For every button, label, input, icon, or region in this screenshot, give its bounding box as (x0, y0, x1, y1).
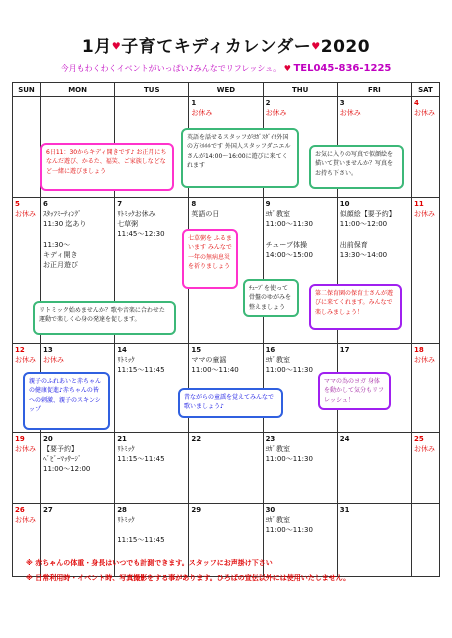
event-line: 11:30～ (43, 240, 71, 249)
day-cell (412, 433, 440, 504)
event-line: お休み (15, 356, 36, 365)
day-number: 25 (414, 435, 424, 443)
event-line: お休み (191, 109, 213, 118)
day-number: 30 (265, 506, 276, 514)
event-line: 英語の日 (191, 210, 220, 219)
event-line: お休み (414, 210, 435, 219)
day-number: 9 (265, 200, 271, 208)
event-line: 11:00～11:30 (265, 366, 313, 375)
day-number: 29 (191, 506, 202, 514)
event-line: お休み (414, 445, 435, 454)
event-line: お休み (15, 516, 36, 525)
title-year: 2020 (320, 37, 371, 57)
event-line: 11:30 迄あり (43, 220, 87, 229)
event-line: ﾖｶﾞ教室 (265, 516, 291, 525)
bubble-children-songs: 昔ながらの童謡を覚えてみんなで歌いましょう♪ (178, 388, 283, 418)
event-line (266, 229, 335, 239)
day-number: 17 (339, 346, 350, 354)
title-month: 1月 (81, 37, 112, 57)
event-line (43, 229, 112, 239)
weekday-fri: FRI (337, 83, 411, 97)
day-cell (189, 433, 263, 504)
note-mark-icon: ※ (26, 559, 33, 567)
event-line: 11:15～11:45 (117, 536, 165, 545)
event-line: 11:00～11:30 (265, 526, 313, 535)
bubble-mama-yoga: ママの為のヨガ 身体を動かして気分もリフレッシュ！ (318, 372, 391, 410)
event-line: お休み (414, 109, 435, 118)
day-number: 23 (265, 435, 276, 443)
footer-note-1 (26, 558, 436, 569)
phone-number: TEL045-836-1225 (293, 63, 392, 74)
bubble-baby-massage: 親子のふれあいと赤ちゃんの健康促進♪赤ちゃんの皆への刺激、親子のスキンシップ (23, 372, 110, 430)
bubble-rhythmic: リトミック始めませんか？歌や音楽に合わせた運動で楽しく心身の発達を促します。 (33, 301, 176, 335)
day-number: 14 (117, 346, 127, 354)
event-line: ママの童謡 (191, 356, 227, 365)
day-number: 20 (43, 435, 53, 443)
weekday-wed: WED (189, 83, 263, 97)
event-line: お休み (15, 210, 36, 219)
day-number: 2 (265, 99, 271, 107)
heart-icon: ♥ (311, 41, 321, 53)
day-number: 26 (15, 506, 25, 514)
day-number: 27 (43, 506, 53, 514)
event-line: ﾖｶﾞ教室 (265, 445, 291, 454)
heart-icon: ♥ (111, 41, 122, 53)
day-number: 28 (117, 506, 127, 514)
day-cell (115, 344, 189, 433)
footer-note-2 (26, 573, 436, 584)
event-line: 11:15～11:45 (117, 366, 165, 375)
day-number: 16 (265, 346, 276, 354)
event-line: ﾘﾄﾐｯｸ (117, 516, 135, 525)
event-line: ﾘﾄﾐｯｸ (117, 356, 135, 365)
day-cell (412, 198, 440, 344)
event-line: ﾖｶﾞ教室 (265, 210, 291, 219)
weekday-header-row (13, 83, 440, 97)
day-number: 4 (414, 99, 419, 107)
heart-icon: ♥ (283, 64, 291, 73)
day-cell (263, 433, 337, 504)
bubble-tube-exercise: ﾁｭｰﾌﾞを使って骨盤のゆがみを整えましょう (243, 279, 299, 317)
event-line: 14:00～15:00 (265, 250, 313, 259)
day-number: 6 (43, 200, 48, 208)
day-number: 22 (191, 435, 202, 443)
subtitle (0, 63, 452, 74)
day-cell (13, 97, 41, 198)
day-number: 13 (43, 346, 53, 354)
day-number: 21 (117, 435, 127, 443)
day-number: 10 (339, 200, 350, 208)
event-line (117, 525, 186, 535)
footer-note-1-text: 赤ちゃんの体重・身長はいつでも計測できます。スタッフにお声掛け下さい (35, 559, 273, 567)
event-line: 七草粥 (117, 220, 139, 229)
day-number: 31 (339, 506, 350, 514)
footer-note-2-text: 日常利用時・イベント時、写真撮影をする事があります。ひろばの宣伝以外には使用いたしません。 (35, 574, 351, 582)
day-cell (412, 344, 440, 433)
day-number: 18 (414, 346, 424, 354)
event-line: 11:00～11:40 (191, 366, 239, 375)
event-line: 11:15～11:45 (117, 455, 165, 464)
event-line: 【要予約】 (43, 445, 78, 454)
event-line: 11:45～12:30 (117, 230, 165, 239)
event-line: 11:00～11:30 (265, 220, 313, 229)
event-line: ﾘﾄﾐｯｸ (117, 445, 135, 454)
bubble-kiddie-opening: 6日11：30からキディ開きです♪ お正月にちなんだ遊び、かるた、福笑、ご家族しなどなど一緒に遊びましょう (40, 143, 174, 191)
event-line: ｽﾀｯﾌﾐｰﾃｨﾝｸﾞ (43, 210, 82, 219)
event-line: お休み (265, 109, 287, 118)
event-line: 11:00～11:30 (265, 455, 313, 464)
bubble-portrait: お気に入りの写真で似顔絵を描いて貰いませんか？写真をお持ち下さい。 (309, 145, 404, 189)
event-line: 似顔絵【要予約】 (339, 210, 396, 219)
day-number: 19 (15, 435, 25, 443)
day-cell (337, 433, 411, 504)
weekday-sun: SUN (13, 83, 41, 97)
week-row (13, 433, 440, 504)
event-line: お休み (15, 445, 36, 454)
event-line: ﾘﾄﾐｯｸお休み (117, 210, 156, 219)
event-line: 11:00～12:00 (43, 465, 91, 474)
tagline: 今月もわくわくイベントがいっぱい♪みんなでリフレッシュ。 (60, 64, 282, 73)
event-line: お正月遊び (43, 260, 78, 269)
weekday-thu: THU (263, 83, 337, 97)
day-number: 5 (15, 200, 20, 208)
note-mark-icon: ※ (26, 574, 33, 582)
day-number: 15 (191, 346, 202, 354)
day-number: 1 (191, 99, 197, 107)
bubble-english-staff: 英語を話せるスタッフがﾖｶﾞｽﾀﾞｲ!外国の方ﾐﾙﾙﾙです 外国人スタッフダニエルさんが14:00～16:00に遊びに来てくれます (181, 128, 299, 188)
page-title (0, 32, 452, 57)
day-cell (41, 433, 115, 504)
event-line: キディ開き (43, 250, 78, 259)
weekday-sat: SAT (412, 83, 440, 97)
day-number: 8 (191, 200, 197, 208)
event-line: 11:00～12:00 (339, 220, 388, 229)
event-line: お休み (43, 356, 64, 365)
event-line: ﾍﾞﾋﾞｰﾏｯｻｰｼﾞ (43, 455, 82, 464)
day-number: 7 (117, 200, 123, 208)
event-line: ﾖｶﾞ教室 (265, 356, 291, 365)
weekday-tue: TUS (115, 83, 189, 97)
title-main: 子育てキディカレンダー (121, 37, 312, 57)
event-line: お休み (414, 356, 435, 365)
bubble-nursery-visit: 第二保育園の保育士さんが遊びに来てくれます。みんなで楽しみましょう！ (309, 284, 402, 330)
day-cell (115, 433, 189, 504)
event-line: お休み (339, 109, 361, 118)
bubble-nanakusa: 七草粥を ふるまいます みんなで一年の無病息災を祈りましょう (182, 229, 238, 289)
event-line: チューブ体操 (265, 240, 308, 249)
day-cell (412, 97, 440, 198)
day-number: 12 (15, 346, 25, 354)
event-line: 出前保育 (339, 240, 368, 249)
day-cell (13, 433, 41, 504)
event-line (340, 229, 409, 239)
day-number: 11 (414, 200, 424, 208)
day-number: 24 (339, 435, 350, 443)
weekday-mon: MON (41, 83, 115, 97)
event-line: 13:30～14:00 (339, 250, 388, 259)
day-number: 3 (339, 99, 345, 107)
